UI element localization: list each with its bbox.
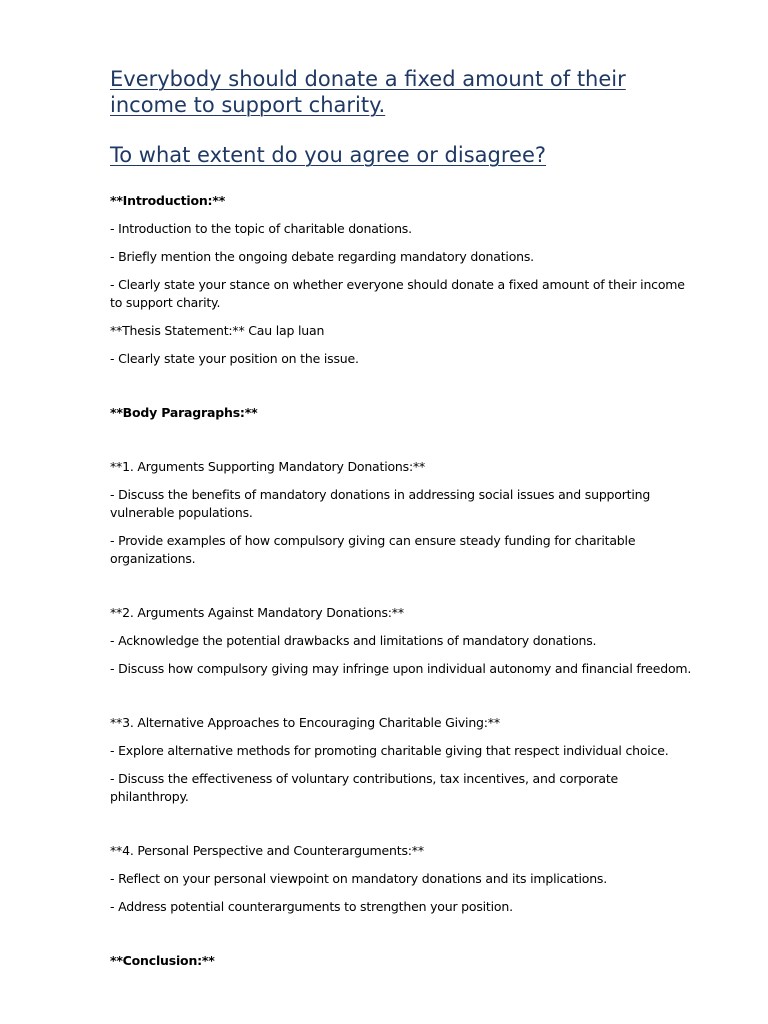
intro-item-1: - Introduction to the topic of charitable donations. (110, 221, 412, 236)
intro-item-2: - Briefly mention the ongoing debate regarding mandatory donations. (110, 249, 534, 264)
section-4-item-1: - Reflect on your personal viewpoint on mandatory donations and its implications. (110, 871, 608, 886)
spacer (110, 432, 700, 458)
section-2-heading: **2. Arguments Against Mandatory Donations:** (110, 605, 404, 620)
thesis-statement: **Thesis Statement:** Cau lap luan (110, 323, 325, 338)
section-4-heading: **4. Personal Perspective and Counterarguments:** (110, 843, 424, 858)
essay-question: To what extent do you agree or disagree? (110, 143, 547, 167)
intro-heading: **Introduction:** (110, 193, 226, 208)
section-4-item-2: - Address potential counterarguments to strengthen your position. (110, 899, 513, 914)
section-3-item-2: - Discuss the effectiveness of voluntary contributions, tax incentives, and corporate philanthropy. (110, 771, 619, 804)
spacer (110, 688, 700, 714)
section-3-heading: **3. Alternative Approaches to Encouraging Charitable Giving:** (110, 715, 500, 730)
spacer (110, 578, 700, 604)
body-heading: **Body Paragraphs:** (110, 405, 258, 420)
section-3-item-1: - Explore alternative methods for promoting charitable giving that respect individual choice. (110, 743, 669, 758)
conclusion-heading: **Conclusion:** (110, 953, 215, 968)
section-1-heading: **1. Arguments Supporting Mandatory Donations:** (110, 459, 426, 474)
spacer (110, 816, 700, 842)
section-1-item-2: - Provide examples of how compulsory giving can ensure steady funding for charitable organizations. (110, 533, 636, 566)
spacer (110, 926, 700, 952)
document-page (110, 66, 700, 980)
essay-prompt-title: Everybody should donate a fixed amount of their income to support charity. (110, 67, 626, 117)
section-2-item-1: - Acknowledge the potential drawbacks and limitations of mandatory donations. (110, 633, 597, 648)
intro-item-3: - Clearly state your stance on whether everyone should donate a fixed amount of their income to support charity. (110, 277, 685, 310)
section-1-item-1: - Discuss the benefits of mandatory donations in addressing social issues and supporting vulnerable populations. (110, 487, 651, 520)
section-2-item-2: - Discuss how compulsory giving may infringe upon individual autonomy and financial freedom. (110, 661, 692, 676)
thesis-item: - Clearly state your position on the issue. (110, 351, 359, 366)
spacer (110, 378, 700, 404)
